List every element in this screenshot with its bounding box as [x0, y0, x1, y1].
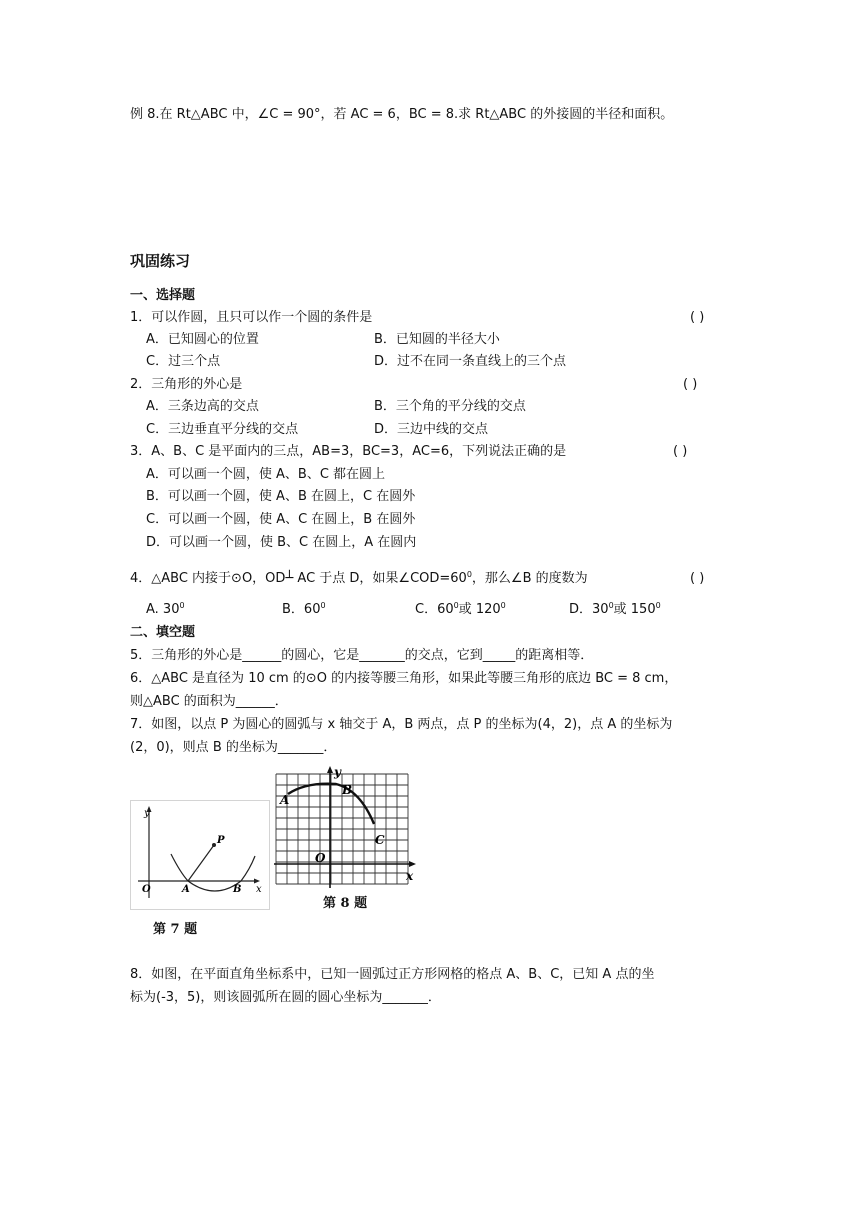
q2-option-a: A．三条边高的交点: [146, 399, 259, 414]
figure-7-border: [131, 801, 270, 910]
q8-line2: 标为(-3，5)，则该圆弧所在圆的圆心坐标为_______．: [130, 990, 441, 1005]
x-label: x: [256, 884, 262, 895]
origin-label: O: [142, 884, 151, 895]
q1-option-a: A．已知圆心的位置: [146, 332, 259, 347]
x-label: x: [406, 869, 414, 883]
q1-option-d: D．过不在同一条直线上的三个点: [374, 354, 567, 369]
q3-stem: 3．A、B、C 是平面内的三点，AB=3，BC=3，AC=6，下列说法正确的是: [130, 444, 567, 459]
q2-stem: 2．三角形的外心是: [130, 377, 243, 392]
example-8-text: 例 8.在 Rt△ABC 中，∠C = 90°，若 AC = 6，BC = 8.求 Rt△ABC 的外接圆的半径和面积。: [130, 107, 674, 122]
point-b-label: B: [233, 884, 242, 895]
q2-option-c: C．三边垂直平分线的交点: [146, 422, 299, 437]
q4-stem-part2: AC 于点 D，如果∠COD=60: [293, 571, 467, 586]
q4-option-b: B．$60^0$: [282, 601, 326, 617]
q7-line2: (2，0)，则点 B 的坐标为_______．: [130, 740, 337, 755]
perpendicular-symbol: ┴: [285, 571, 294, 586]
q6-line2: 则△ABC 的面积为______．: [130, 694, 288, 709]
point-p-label: P: [217, 835, 225, 846]
q6-line1: 6．△ABC 是直径为 10 cm 的⊙O 的内接等腰三角形，如果此等腰三角形的底边 BC = 8 cm，: [130, 671, 678, 686]
x-axis-arrow: [409, 861, 416, 867]
figure-7: [130, 800, 270, 912]
point-p: [212, 843, 216, 847]
q4-option-d: D．$30^0$或 $150^0$: [569, 601, 661, 617]
point-a-label: A: [280, 793, 290, 807]
point-c-label: C: [375, 833, 385, 847]
part2-title: 二、填空题: [130, 625, 196, 640]
q4-stem-part3: ，那么∠B 的度数为: [471, 571, 588, 586]
q4-option-c: C．$60^0$或 $120^0$: [415, 601, 506, 617]
q1-option-b: B．已知圆的半径大小: [374, 332, 500, 347]
point-b-label: B: [342, 783, 353, 797]
origin-label: O: [315, 851, 326, 865]
q2-answer-paren: ( ): [683, 377, 698, 392]
q3-answer-paren: ( ): [673, 444, 688, 459]
y-axis-arrow: [327, 766, 333, 773]
figure-8-caption: 第 8 题: [323, 896, 368, 911]
figure-8: [270, 764, 420, 894]
q2-option-b: B．三个角的平分线的交点: [374, 399, 526, 414]
q3-option-a: A．可以画一个圆，使 A、B、C 都在圆上: [146, 467, 386, 482]
q3-option-c: C．可以画一个圆，使 A、C 在圆上，B 在圆外: [146, 512, 416, 527]
q5-text: 5．三角形的外心是______的圆心，它是_______的交点，它到_____的距离相等．: [130, 648, 594, 663]
q3-option-d: D．可以画一个圆，使 B、C 在圆上，A 在圆内: [146, 535, 417, 550]
q4-stem: [130, 570, 588, 588]
figure-7-caption: 第 7 题: [153, 922, 198, 937]
y-label: y: [334, 765, 341, 779]
q4-answer-paren: ( ): [690, 571, 705, 586]
q7-line1: 7．如图，以点 P 为圆心的圆弧与 x 轴交于 A，B 两点，点 P 的坐标为(4，2)，点 A 的坐标为: [130, 717, 673, 732]
q2-option-d: D．三边中线的交点: [374, 422, 489, 437]
section-title: 巩固练习: [130, 252, 191, 270]
q4-stem-part1: 4．△ABC 内接于⊙O，OD: [130, 571, 286, 586]
point-a-label: A: [182, 884, 190, 895]
part1-title: 一、选择题: [130, 288, 196, 303]
degree-mark: 0: [466, 570, 472, 579]
y-label: y: [144, 808, 150, 819]
q3-option-b: B．可以画一个圆，使 A、B 在圆上，C 在圆外: [146, 489, 416, 504]
q1-stem: 1．可以作圆，且只可以作一个圆的条件是: [130, 310, 373, 325]
q8-line1: 8．如图，在平面直角坐标系中，已知一圆弧过正方形网格的格点 A、B、C，已知 A 点的坐: [130, 967, 655, 982]
q4-option-a: A. $30^0$: [146, 601, 185, 617]
q1-option-c: C．过三个点: [146, 354, 221, 369]
q1-answer-paren: ( ): [690, 310, 705, 325]
